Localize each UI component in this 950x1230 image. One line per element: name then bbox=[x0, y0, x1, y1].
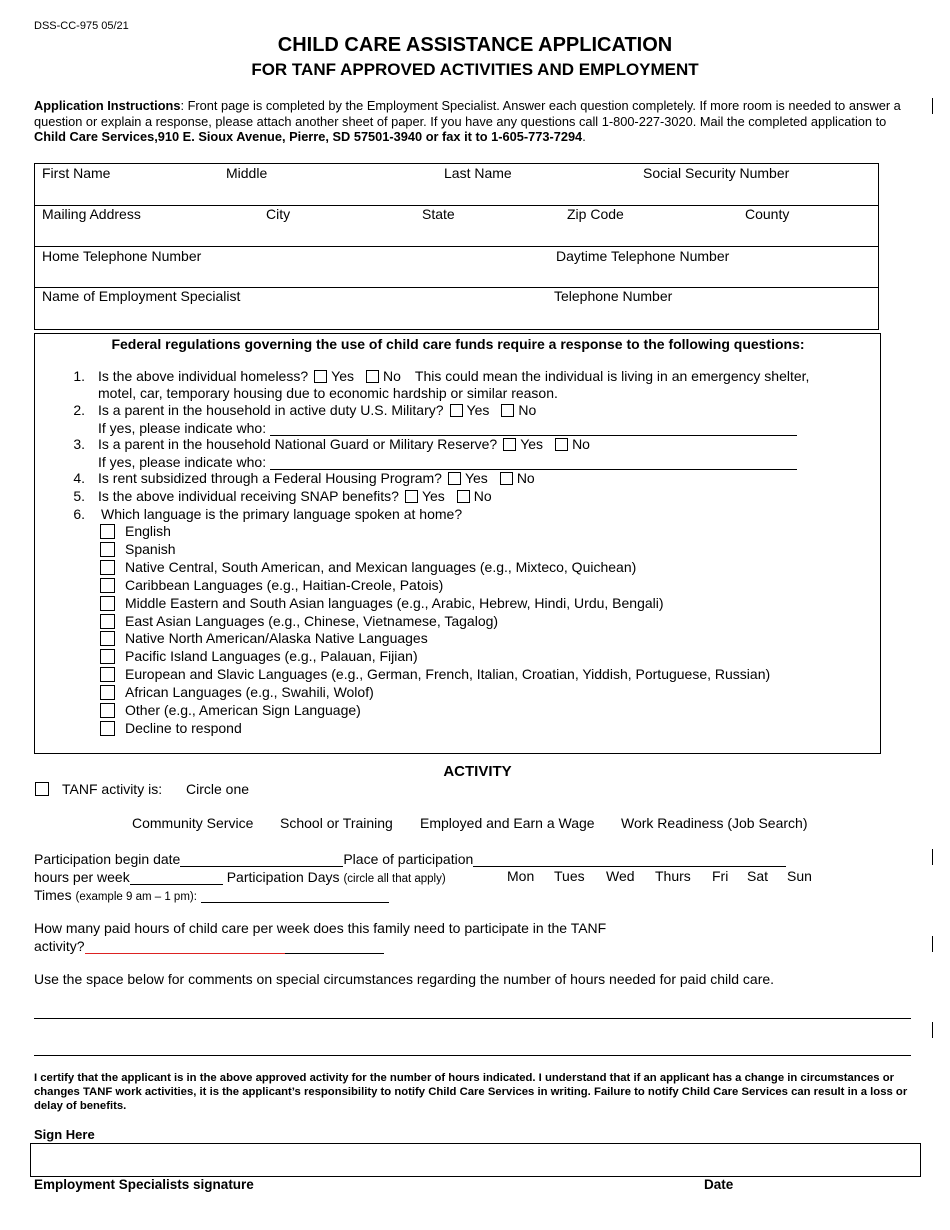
language-checkbox[interactable] bbox=[100, 631, 115, 646]
language-checkbox[interactable] bbox=[100, 721, 115, 736]
comments-line-1[interactable] bbox=[34, 1018, 911, 1019]
instructions-end: . bbox=[582, 129, 586, 144]
question-text: Is a parent in the household in active duty U.S. Military? bbox=[98, 402, 444, 418]
language-option-label: Native Central, South American, and Mexican languages (e.g., Mixteco, Quichean) bbox=[125, 558, 637, 575]
paid-hours-input[interactable] bbox=[85, 937, 285, 954]
signature-box[interactable] bbox=[30, 1143, 921, 1177]
indicate-label: If yes, please indicate who: bbox=[98, 420, 267, 436]
paid-hours-input-tail bbox=[285, 937, 384, 954]
question-number: 2. bbox=[73, 402, 85, 418]
homeless-note: This could mean the individual is living in an emergency shelter, bbox=[414, 368, 810, 384]
yes-label: Yes bbox=[520, 436, 544, 452]
question-snap bbox=[98, 488, 492, 504]
daytime-phone-field[interactable]: Daytime Telephone Number bbox=[556, 248, 730, 264]
military-indicate bbox=[98, 419, 797, 436]
day-thurs[interactable]: Thurs bbox=[655, 868, 691, 884]
hours-per-week-input[interactable] bbox=[130, 868, 223, 885]
comments-instruction: Use the space below for comments on special circumstances regarding the number of hours needed for paid child care. bbox=[34, 971, 775, 987]
language-option-label: African Languages (e.g., Swahili, Wolof) bbox=[125, 684, 374, 701]
yes-label: Yes bbox=[464, 470, 488, 486]
date-label: Date bbox=[704, 1177, 734, 1192]
activity-option-community-service[interactable]: Community Service bbox=[132, 815, 254, 831]
circle-one-label: Circle one bbox=[186, 781, 250, 797]
homeless-yes-checkbox[interactable] bbox=[314, 370, 327, 383]
first-name-field[interactable]: First Name bbox=[42, 165, 111, 181]
instructions-text: : Front page is completed by the Employment Specialist. Answer each question completely. If more room is needed to answer a question or explain a response, please attach another sheet of paper. If you have any questions call 1-800-227-3020. Mail the completed application to bbox=[34, 98, 901, 129]
form-code: DSS-CC-975 05/21 bbox=[34, 20, 129, 32]
home-phone-field[interactable]: Home Telephone Number bbox=[42, 248, 202, 264]
question-text: Is the above individual receiving SNAP benefits? bbox=[98, 488, 399, 504]
question-language: Which language is the primary language spoken at home? bbox=[101, 506, 463, 522]
question-text: Is rent subsidized through a Federal Housing Program? bbox=[98, 470, 442, 486]
question-number: 6. bbox=[73, 506, 85, 522]
language-checkbox[interactable] bbox=[100, 578, 115, 593]
housing-no-checkbox[interactable] bbox=[500, 472, 513, 485]
language-checkbox[interactable] bbox=[100, 667, 115, 682]
no-label: No bbox=[473, 488, 492, 504]
language-checkbox[interactable] bbox=[100, 614, 115, 629]
begin-date-input[interactable] bbox=[180, 850, 343, 867]
language-option-label: Caribbean Languages (e.g., Haitian-Creole, Patois) bbox=[125, 576, 444, 593]
yes-label: Yes bbox=[421, 488, 445, 504]
specialist-name-field[interactable]: Name of Employment Specialist bbox=[42, 288, 241, 304]
day-fri[interactable]: Fri bbox=[712, 868, 729, 884]
zip-code-field[interactable]: Zip Code bbox=[567, 206, 624, 222]
language-option-label: Decline to respond bbox=[125, 719, 242, 736]
guard-who-input[interactable] bbox=[270, 453, 797, 470]
military-who-input[interactable] bbox=[270, 419, 797, 436]
page-subtitle: FOR TANF APPROVED ACTIVITIES AND EMPLOYMENT bbox=[251, 60, 699, 79]
language-option-label: East Asian Languages (e.g., Chinese, Vietnamese, Tagalog) bbox=[125, 612, 499, 629]
guard-yes-checkbox[interactable] bbox=[503, 438, 516, 451]
question-number: 3. bbox=[73, 436, 85, 452]
hours-per-week-label: hours per week bbox=[34, 869, 130, 885]
margin-mark bbox=[932, 849, 933, 865]
margin-mark bbox=[932, 936, 933, 952]
day-mon[interactable]: Mon bbox=[507, 868, 535, 884]
middle-name-field[interactable]: Middle bbox=[226, 165, 268, 181]
no-label: No bbox=[572, 436, 590, 452]
no-label: No bbox=[382, 368, 401, 384]
language-option-label: English bbox=[125, 523, 171, 539]
instructions-address: Child Care Services,910 E. Sioux Avenue, Pierre, SD 57501-3940 or fax it to 1-605-773-7294 bbox=[34, 129, 583, 144]
tanf-activity-checkbox[interactable] bbox=[35, 782, 49, 796]
signature-label: Employment Specialists signature bbox=[34, 1177, 254, 1192]
yes-label: Yes bbox=[466, 402, 490, 418]
day-tues[interactable]: Tues bbox=[554, 868, 585, 884]
language-checkbox[interactable] bbox=[100, 596, 115, 611]
housing-yes-checkbox[interactable] bbox=[448, 472, 461, 485]
city-field[interactable]: City bbox=[266, 206, 291, 222]
times-label: Times bbox=[34, 887, 72, 903]
activity-option-school-training[interactable]: School or Training bbox=[280, 815, 393, 831]
sign-here-label: Sign Here bbox=[34, 1127, 95, 1142]
comments-line-2[interactable] bbox=[34, 1055, 911, 1056]
yes-label: Yes bbox=[331, 368, 354, 384]
language-option-label: Pacific Island Languages (e.g., Palauan, Fijian) bbox=[125, 648, 418, 665]
language-checkbox[interactable] bbox=[100, 542, 115, 557]
language-checkbox[interactable] bbox=[100, 524, 115, 539]
paid-hours-line bbox=[34, 937, 384, 954]
no-label: No bbox=[518, 402, 537, 418]
ssn-field[interactable]: Social Security Number bbox=[643, 165, 790, 181]
language-option-label: Spanish bbox=[125, 540, 176, 557]
federal-heading: Federal regulations governing the use of child care funds require a response to the following questions: bbox=[111, 336, 805, 352]
question-military bbox=[98, 402, 536, 418]
times-line bbox=[34, 886, 389, 903]
place-label: Place of participation bbox=[343, 851, 474, 867]
circle-all-label: (circle all that apply) bbox=[343, 873, 446, 885]
question-homeless bbox=[98, 368, 809, 384]
homeless-no-checkbox[interactable] bbox=[366, 370, 379, 383]
language-checkbox[interactable] bbox=[100, 703, 115, 718]
instructions-label: Application Instructions bbox=[34, 98, 181, 113]
activity-heading: ACTIVITY bbox=[443, 763, 512, 780]
place-input[interactable] bbox=[473, 850, 786, 867]
language-checkbox[interactable] bbox=[100, 685, 115, 700]
applicant-info-box bbox=[34, 163, 879, 330]
language-checkbox[interactable] bbox=[100, 649, 115, 664]
military-no-checkbox[interactable] bbox=[501, 404, 514, 417]
state-field[interactable]: State bbox=[422, 206, 455, 222]
participation-line bbox=[34, 850, 786, 867]
question-number: 1. bbox=[73, 368, 85, 384]
last-name-field[interactable]: Last Name bbox=[444, 165, 512, 181]
military-yes-checkbox[interactable] bbox=[450, 404, 463, 417]
paid-hours-question: How many paid hours of child care per week does this family need to participate in the TANF bbox=[34, 920, 607, 936]
tanf-activity-label: TANF activity is: bbox=[62, 781, 163, 797]
language-option-label: Middle Eastern and South Asian languages (e.g., Arabic, Hebrew, Hindi, Urdu, Bengali) bbox=[125, 594, 664, 611]
guard-indicate bbox=[98, 453, 797, 470]
day-sun[interactable]: Sun bbox=[787, 868, 812, 884]
activity-option-work-readiness[interactable]: Work Readiness (Job Search) bbox=[621, 815, 808, 831]
margin-mark bbox=[932, 1022, 933, 1038]
participation-days-label: Participation Days bbox=[226, 869, 340, 885]
language-option-label: European and Slavic Languages (e.g., German, French, Italian, Croatian, Yiddish, Portuguese, Russian) bbox=[125, 666, 771, 683]
snap-yes-checkbox[interactable] bbox=[405, 490, 418, 503]
question-number: 4. bbox=[73, 470, 85, 486]
guard-no-checkbox[interactable] bbox=[555, 438, 568, 451]
row-divider bbox=[35, 246, 878, 247]
times-example: (example 9 am – 1 pm): bbox=[75, 891, 197, 903]
question-number: 5. bbox=[73, 488, 85, 504]
paid-hours-label: activity? bbox=[34, 938, 85, 954]
question-text: Is a parent in the household National Guard or Military Reserve? bbox=[98, 436, 498, 452]
question-text: Is the above individual homeless? bbox=[98, 368, 309, 384]
certification-text: I certify that the applicant is in the above approved activity for the number of hours indicated. I understand that if an applicant has a change in circumstances or changes TANF work activities, it is the applicant’s responsibility to notify Child Care Services in writing. Failure to notify Child Care Services can result in a loss or delay of benefits. bbox=[34, 1072, 908, 1112]
federal-questions-box bbox=[34, 333, 881, 754]
homeless-note-continued: motel, car, temporary housing due to economic hardship or similar reason. bbox=[98, 385, 558, 401]
page-title: CHILD CARE ASSISTANCE APPLICATION bbox=[277, 34, 673, 56]
mailing-address-field[interactable]: Mailing Address bbox=[42, 206, 141, 222]
question-guard bbox=[98, 436, 590, 452]
language-option-label: Native North American/Alaska Native Languages bbox=[125, 630, 428, 647]
day-sat[interactable]: Sat bbox=[747, 868, 769, 884]
day-wed[interactable]: Wed bbox=[606, 868, 635, 884]
no-label: No bbox=[516, 470, 535, 486]
hours-line bbox=[34, 868, 446, 885]
language-option-label: Other (e.g., American Sign Language) bbox=[125, 702, 361, 718]
begin-date-label: Participation begin date bbox=[34, 851, 181, 867]
question-housing bbox=[98, 470, 535, 486]
specialist-phone-field[interactable]: Telephone Number bbox=[554, 288, 673, 304]
snap-no-checkbox[interactable] bbox=[457, 490, 470, 503]
application-instructions bbox=[34, 98, 914, 145]
activity-option-employed[interactable]: Employed and Earn a Wage bbox=[420, 815, 595, 831]
county-field[interactable]: County bbox=[745, 206, 790, 222]
indicate-label: If yes, please indicate who: bbox=[98, 454, 267, 470]
margin-mark bbox=[932, 98, 933, 114]
times-input[interactable] bbox=[201, 886, 389, 903]
language-checkbox[interactable] bbox=[100, 560, 115, 575]
